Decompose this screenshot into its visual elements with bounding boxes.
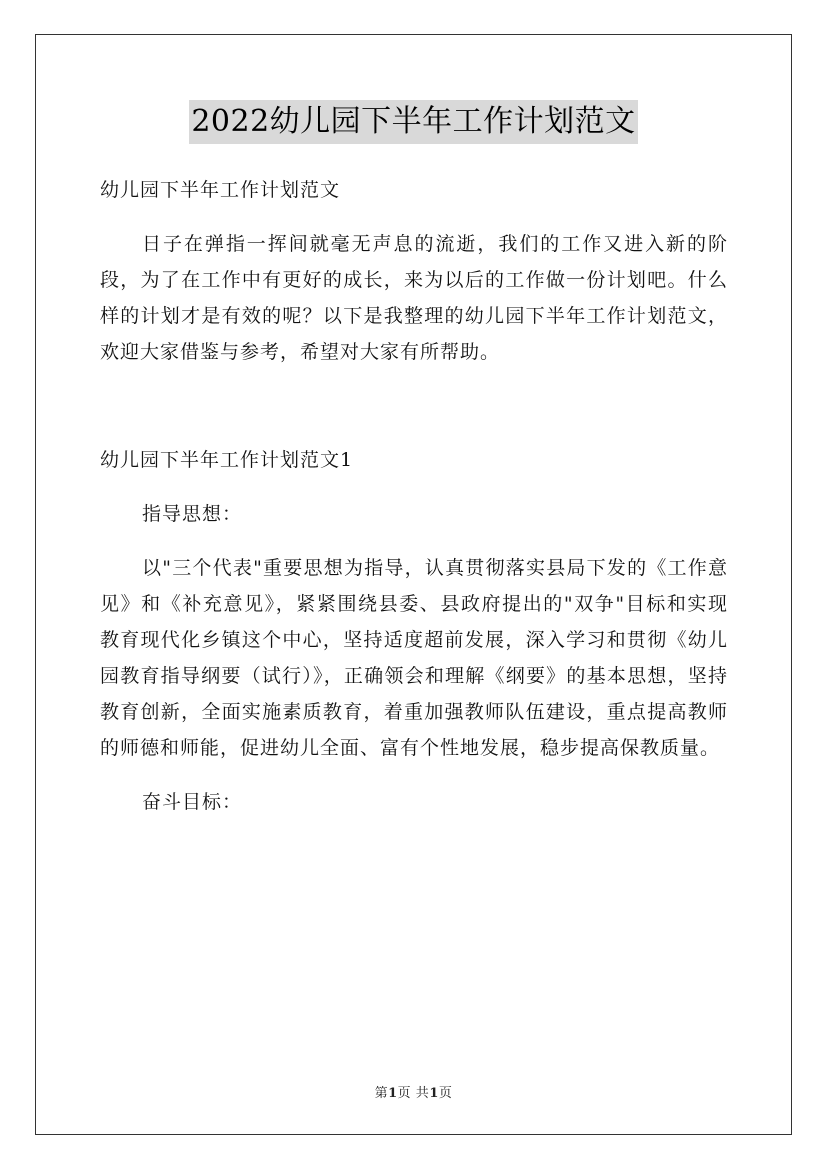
section-heading: 幼儿园下半年工作计划范文1 xyxy=(100,449,354,471)
guiding-paragraph: 以"三个代表"重要思想为指导，认真贯彻落实县局下发的《工作意见》和《补充意见》，紧紧围绕县委、县政府提出的"双争"目标和实现教育现代化乡镇这个中心，坚持适度超前发展，深入学习和贯彻《幼儿园教育指导纲要（试行）》，正确领会和理解《纲要》的基本思想，坚持教育创新，全面实施素质教育，着重加强教师队伍建设，重点提高教师的师德和师能，促进幼儿全面、富有个性地发展，稳步提高保教质量。 xyxy=(100,557,728,759)
guiding-heading: 指导思想： xyxy=(142,503,243,525)
subtitle: 幼儿园下半年工作计划范文 xyxy=(100,179,341,201)
title-container xyxy=(0,100,827,144)
page-mid: 页 共 xyxy=(397,1086,430,1101)
page-footer xyxy=(0,1082,827,1101)
goals-heading: 奋斗目标： xyxy=(142,791,243,813)
page-suffix: 页 xyxy=(438,1086,453,1101)
intro-paragraph: 日子在弹指一挥间就毫无声息的流逝，我们的工作又进入新的阶段，为了在工作中有更好的成长，来为以后的工作做一份计划吧。什么样的计划才是有效的呢？以下是我整理的幼儿园下半年工作计划范文，欢迎大家借鉴与参考，希望对大家有所帮助。 xyxy=(100,233,728,363)
page-current: 1 xyxy=(388,1086,398,1101)
page-prefix: 第 xyxy=(374,1086,389,1101)
document-title: 2022幼儿园下半年工作计划范文 xyxy=(189,100,637,144)
page-total: 1 xyxy=(429,1086,439,1101)
document-body xyxy=(100,172,728,820)
